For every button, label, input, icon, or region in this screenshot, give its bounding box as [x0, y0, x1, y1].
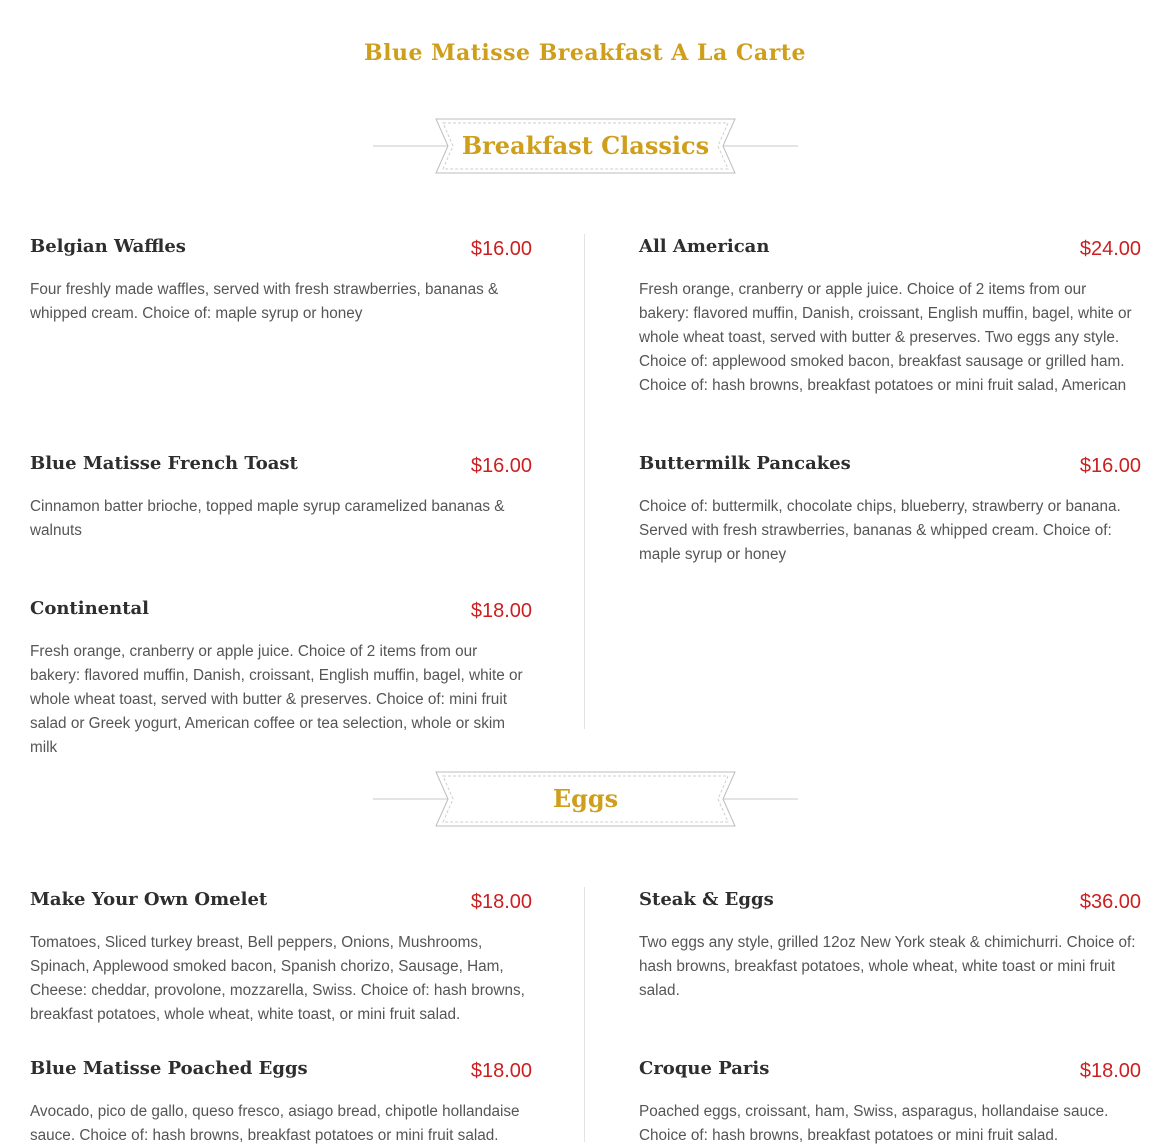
item-price: $18.00 [470, 600, 532, 622]
item-name: Blue Matisse French Toast [30, 453, 298, 474]
item-price: $24.00 [1079, 238, 1141, 260]
item-price: $36.00 [1079, 891, 1141, 913]
item-price: $16.00 [1079, 455, 1141, 477]
section-heading: Eggs [552, 784, 619, 813]
column-divider [584, 234, 585, 729]
item-name: Steak & Eggs [639, 889, 774, 910]
item-name: Croque Paris [639, 1058, 770, 1079]
item-price: $16.00 [470, 238, 532, 260]
section-banner-breakfast-classics [373, 118, 798, 174]
item-name: Belgian Waffles [30, 236, 186, 257]
section-heading: Breakfast Classics [461, 131, 710, 160]
item-description: Cinnamon batter brioche, topped maple syrup caramelized bananas & walnuts [30, 498, 505, 539]
item-description: Fresh orange, cranberry or apple juice. Choice of 2 items from our bakery: flavored muffin, Danish, croissant, English muffin, bagel, white or whole wheat toast, served with butter & preserves. Choice of: mini fruit salad or Greek yogurt, American coffee or tea selection, whole or skim milk [30, 643, 523, 756]
item-price: $18.00 [470, 1060, 532, 1082]
item-description: Fresh orange, cranberry or apple juice. Choice of 2 items from our bakery: flavored muffin, Danish, croissant, English muffin, bagel, white or whole wheat toast, served with butter & preserves. Two eggs any style. Choice of: applewood smoked bacon, breakfast sausage or grilled ham. Choice of: hash browns, breakfast potatoes or mini fruit salad, American [639, 281, 1132, 394]
page-title: Blue Matisse Breakfast A La Carte [364, 40, 806, 66]
item-name: Buttermilk Pancakes [639, 453, 851, 474]
item-description: Tomatoes, Sliced turkey breast, Bell peppers, Onions, Mushrooms, Spinach, Applewood smoked bacon, Spanish chorizo, Sausage, Ham, Cheese: cheddar, provolone, mozzarella, Swiss. Choice of: hash browns, breakfast potatoes, whole wheat, white toast, or mini fruit salad. [30, 934, 525, 1023]
item-name: Make Your Own Omelet [30, 889, 268, 910]
item-price: $18.00 [470, 891, 532, 913]
item-description: Poached eggs, croissant, ham, Swiss, asparagus, hollandaise sauce. Choice of: hash browns, breakfast potatoes or mini fruit salad. [639, 1103, 1109, 1144]
item-price: $18.00 [1079, 1060, 1141, 1082]
item-description: Choice of: buttermilk, chocolate chips, blueberry, strawberry or banana. Served with fresh strawberries, bananas & whipped cream. Choice of: maple syrup or honey [639, 498, 1121, 563]
item-description: Four freshly made waffles, served with fresh strawberries, bananas & whipped cream. Choice of: maple syrup or honey [30, 281, 499, 322]
item-price: $16.00 [470, 455, 532, 477]
section-banner-eggs [373, 771, 798, 827]
item-description: Avocado, pico de gallo, queso fresco, asiago bread, chipotle hollandaise sauce. Choice of: hash browns, breakfast potatoes or mini fruit salad. [30, 1103, 520, 1144]
column-divider [584, 887, 585, 1142]
item-name: All American [639, 236, 770, 257]
item-description: Two eggs any style, grilled 12oz New York steak & chimichurri. Choice of: hash browns, breakfast potatoes, whole wheat, white toast or mini fruit salad. [639, 934, 1136, 999]
item-name: Blue Matisse Poached Eggs [30, 1058, 308, 1079]
item-name: Continental [30, 598, 150, 619]
